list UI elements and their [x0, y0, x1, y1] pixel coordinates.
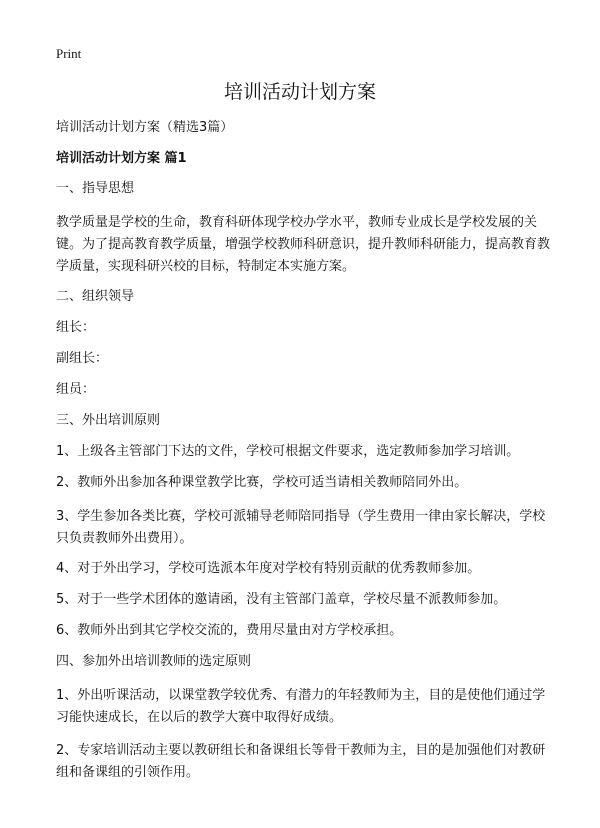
- principle-item-1: 1、上级各主管部门下达的文件，学校可根据文件要求，选定教师参加学习培训。: [56, 444, 520, 459]
- document-body: [56, 181, 556, 795]
- principle-item-4: 4、对于外出学习，学校可选派本年度对学校有特别贡献的优秀教师参加。: [56, 561, 481, 576]
- section-heading-guiding-ideology: 一、指导思想: [56, 181, 135, 196]
- body-paragraph-guiding-ideology: 教学质量是学校的生命，教育科研体现学校办学水平，教师专业成长是学校发展的关键。为了提高教育教学质量，增强学校教师科研意识，提升教师科研能力，提高教育教学质量，实现科研兴校的目标，特制定本实施方案。: [56, 215, 551, 274]
- document-title: 培训活动计划方案: [223, 81, 376, 103]
- selection-item-1: 1、外出听课活动，以课堂教学较优秀、有潜力的年轻教师为主，目的是使他们通过学习能快速成长，在以后的教学大赛中取得好成绩。: [56, 688, 546, 725]
- print-label: Print: [56, 46, 82, 61]
- selection-item-2: 2、专家培训活动主要以教研组长和备课组长等骨干教师为主，目的是加强他们对教研组和备课组的引领作用。: [56, 743, 546, 780]
- document-subtitle: 培训活动计划方案（精选3篇）: [56, 120, 234, 135]
- org-deputy-leader-line: 副组长：: [56, 351, 109, 366]
- org-leader-line: 组长：: [56, 320, 96, 335]
- org-members-line: 组员：: [56, 382, 96, 397]
- part-heading: 培训活动计划方案 篇1: [56, 151, 187, 166]
- principle-item-5: 5、对于一些学术团体的邀请函，没有主管部门盖章，学校尽量不派教师参加。: [56, 592, 507, 607]
- section-heading-organization: 二、组织领导: [56, 289, 135, 304]
- principle-item-3: 3、学生参加各类比赛，学校可派辅导老师陪同指导（学生费用一律由家长解决，学校只负责教师外出费用）。: [56, 509, 546, 546]
- principle-item-2: 2、教师外出参加各种课堂教学比赛，学校可适当请相关教师陪同外出。: [56, 475, 468, 490]
- section-heading-training-principles: 三、外出培训原则: [56, 413, 161, 428]
- section-heading-selection-principles: 四、参加外出培训教师的选定原则: [56, 654, 252, 669]
- principle-item-6: 6、教师外出到其它学校交流的，费用尽量由对方学校承担。: [56, 623, 403, 638]
